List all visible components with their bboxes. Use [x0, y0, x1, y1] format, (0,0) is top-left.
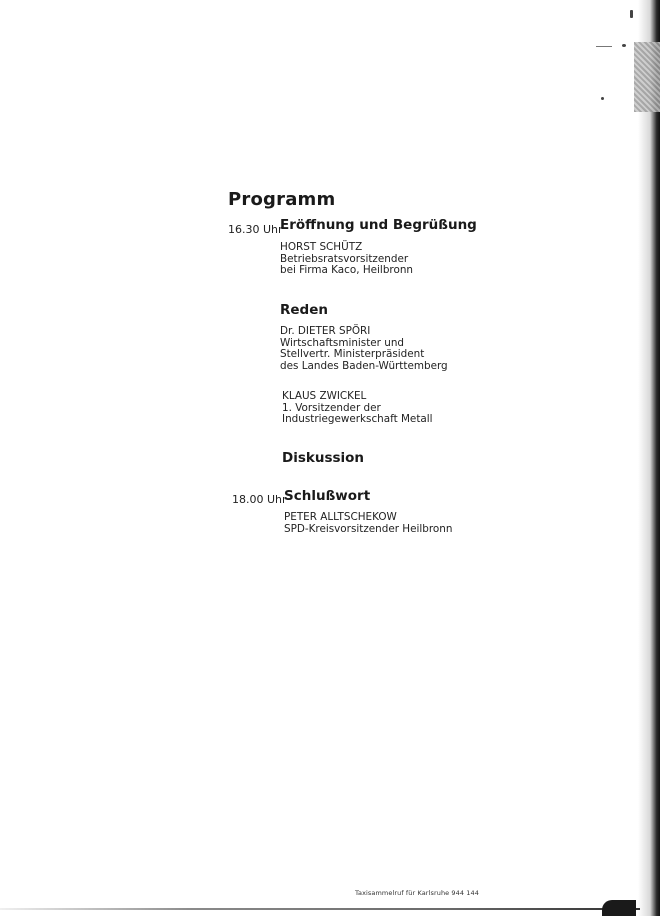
- closing-speaker: [284, 512, 452, 535]
- speeches-heading: Reden: [280, 302, 328, 318]
- opening-heading: Eröffnung und Begrüßung: [280, 217, 477, 233]
- opening-speaker: [280, 242, 413, 277]
- speaker-role-line: des Landes Baden-Württemberg: [280, 359, 448, 372]
- speaker-role-line: 1. Vorsitzender der: [282, 401, 381, 414]
- footer-note: Taxisammelruf für Karlsruhe 944 144: [355, 889, 480, 897]
- scan-speck: [622, 44, 626, 47]
- speaker-name: KLAUS ZWICKEL: [282, 390, 367, 402]
- scan-speck: [596, 46, 612, 47]
- scan-edge-shadow: [638, 0, 660, 916]
- speaker-role-line: SPD-Kreisvorsitzender Heilbronn: [284, 522, 453, 535]
- speech-speaker-1: [280, 326, 448, 372]
- page-title: Programm: [228, 189, 336, 210]
- speaker-role-line: bei Firma Kaco, Heilbronn: [280, 264, 413, 277]
- scan-speck: [630, 10, 633, 18]
- closing-heading: Schlußwort: [284, 488, 371, 504]
- speaker-name: Dr. DIETER SPÖRI: [280, 325, 371, 337]
- speech-speaker-2: [282, 391, 433, 426]
- scan-edge-patch: [634, 42, 660, 112]
- discussion-heading: Diskussion: [282, 450, 365, 466]
- scan-corner-mark: [602, 900, 636, 916]
- closing-time: 18.00 Uhr: [232, 493, 287, 506]
- speaker-name: HORST SCHÜTZ: [280, 241, 363, 253]
- speaker-role-line: Industriegewerkschaft Metall: [282, 413, 433, 426]
- speaker-role-line: Wirtschaftsminister und: [280, 336, 405, 349]
- scan-speck: [601, 97, 604, 100]
- speaker-name: PETER ALLTSCHEKOW: [284, 511, 397, 523]
- speaker-role-line: Stellvertr. Ministerpräsident: [280, 348, 425, 361]
- speaker-role-line: Betriebsratsvorsitzender: [280, 252, 409, 265]
- scan-bottom-line: [0, 908, 640, 910]
- opening-time: 16.30 Uhr: [228, 223, 283, 236]
